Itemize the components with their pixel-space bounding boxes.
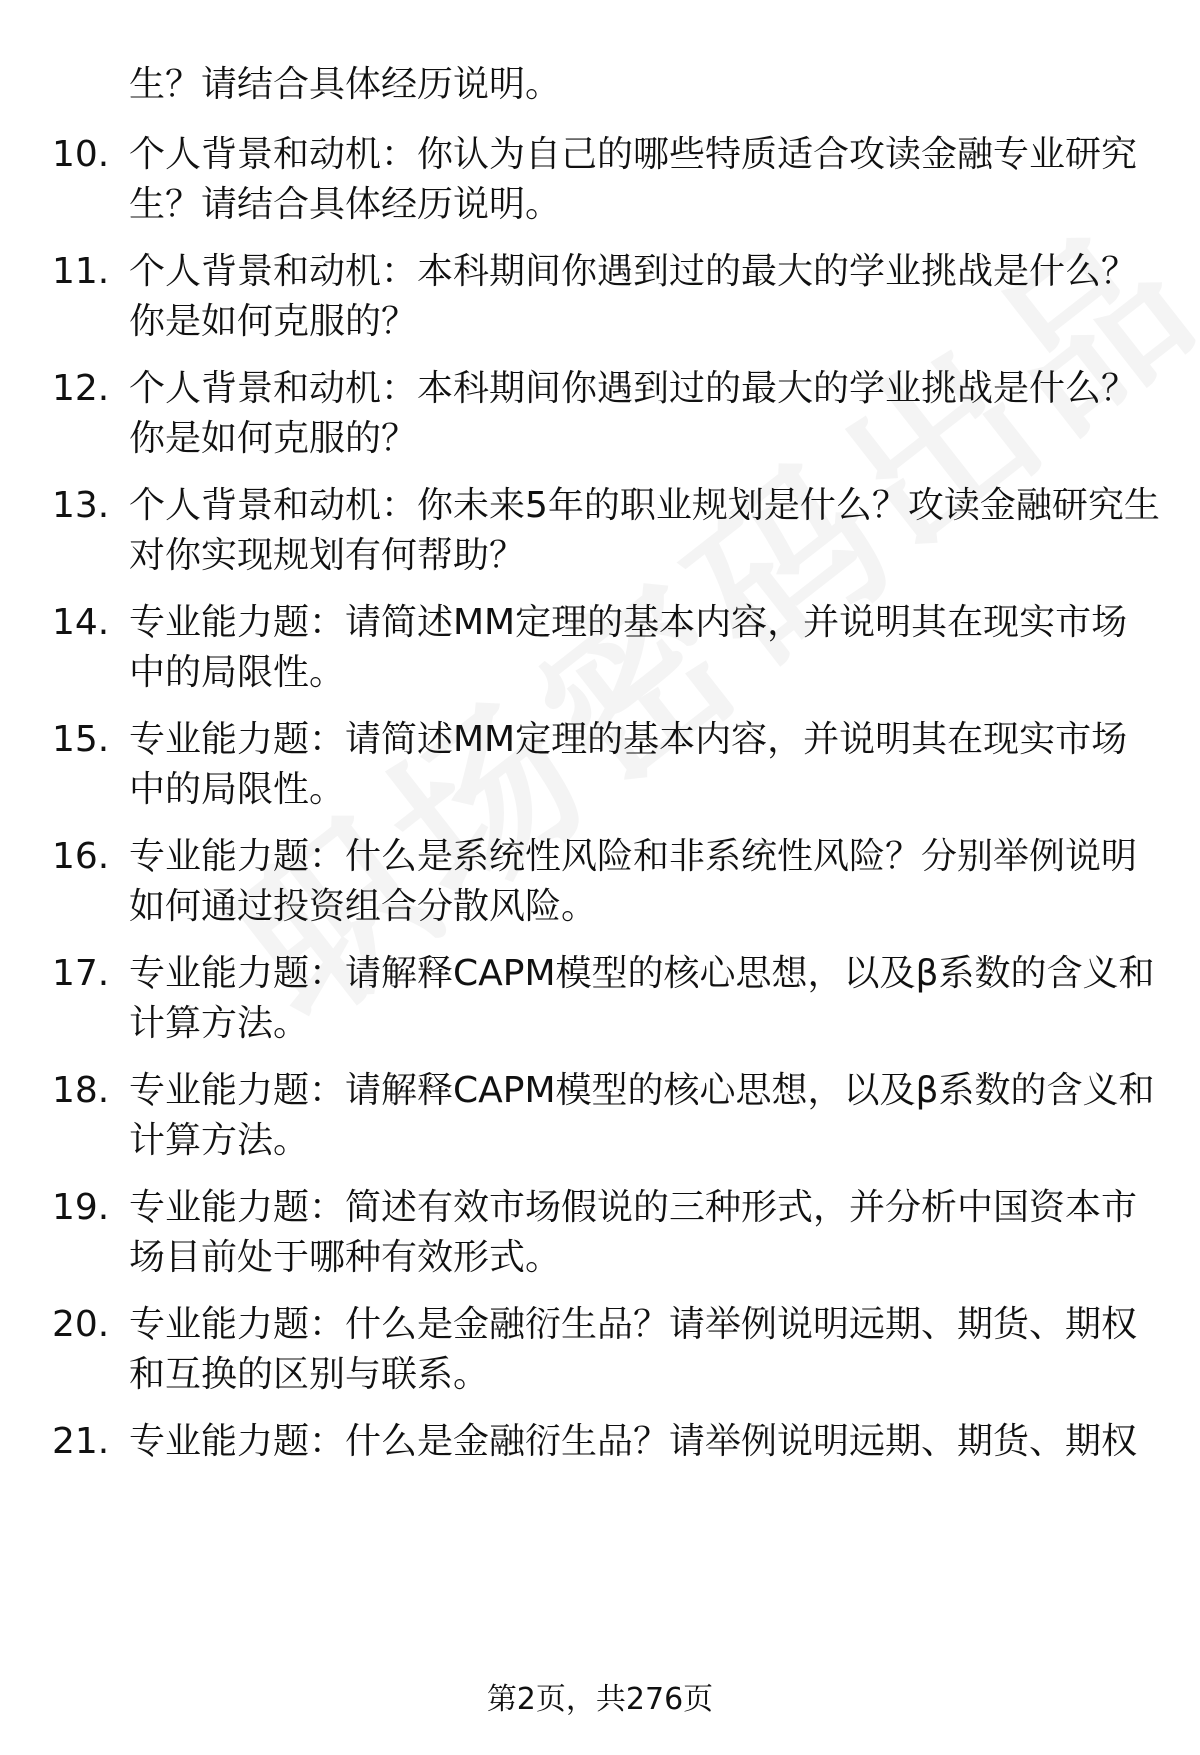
question-line: 专业能力题：简述有效市场假说的三种形式，并分析中国资本市	[129, 1187, 1138, 1228]
question-line: 专业能力题：什么是金融衍生品？请举例说明远期、期货、期权	[129, 1304, 1138, 1345]
question-text	[129, 1183, 1169, 1283]
question-line: 专业能力题：什么是系统性风险和非系统性风险？分别举例说明	[129, 836, 1138, 877]
question-line: 中的局限性。	[129, 652, 346, 693]
question-line: 你是如何克服的？	[129, 301, 418, 342]
continuation-line: 生？请结合具体经历说明。	[129, 64, 562, 105]
question-number: 10.	[52, 134, 110, 175]
question-number: 14.	[52, 602, 110, 643]
question-text	[129, 832, 1169, 932]
question-number: 19.	[52, 1187, 110, 1228]
question-line: 中的局限性。	[129, 769, 346, 810]
question-line: 你是如何克服的？	[129, 418, 418, 459]
question-text	[129, 364, 1169, 464]
question-line: 个人背景和动机：你未来5年的职业规划是什么？攻读金融研究生	[129, 485, 1160, 526]
question-number: 21.	[52, 1421, 110, 1462]
question-text	[129, 949, 1169, 1049]
question-text	[129, 1300, 1169, 1400]
question-line: 专业能力题：什么是金融衍生品？请举例说明远期、期货、期权	[129, 1421, 1138, 1462]
question-line: 个人背景和动机：你认为自己的哪些特质适合攻读金融专业研究	[129, 134, 1138, 175]
question-line: 专业能力题：请解释CAPM模型的核心思想，以及β系数的含义和	[129, 1070, 1155, 1111]
question-line: 专业能力题：请简述MM定理的基本内容，并说明其在现实市场	[129, 602, 1128, 643]
question-number: 12.	[52, 368, 110, 409]
question-line: 生？请结合具体经历说明。	[129, 184, 562, 225]
question-text	[129, 1417, 1169, 1467]
question-number: 18.	[52, 1070, 110, 1111]
question-number: 17.	[52, 953, 110, 994]
question-text	[129, 1066, 1169, 1166]
question-number: 16.	[52, 836, 110, 877]
question-line: 对你实现规划有何帮助？	[129, 535, 526, 576]
question-line: 专业能力题：请解释CAPM模型的核心思想，以及β系数的含义和	[129, 953, 1155, 994]
question-number: 20.	[52, 1304, 110, 1345]
question-text	[129, 130, 1169, 230]
question-line: 个人背景和动机：本科期间你遇到过的最大的学业挑战是什么？	[129, 368, 1138, 409]
question-line: 计算方法。	[129, 1003, 310, 1044]
question-line: 专业能力题：请简述MM定理的基本内容，并说明其在现实市场	[129, 719, 1128, 760]
question-line: 如何通过投资组合分散风险。	[129, 886, 598, 927]
question-text	[129, 598, 1169, 698]
question-number: 15.	[52, 719, 110, 760]
question-text	[129, 715, 1169, 815]
question-line: 和互换的区别与联系。	[129, 1354, 490, 1395]
question-line: 计算方法。	[129, 1120, 310, 1161]
question-number: 11.	[52, 251, 110, 292]
question-line: 个人背景和动机：本科期间你遇到过的最大的学业挑战是什么？	[129, 251, 1138, 292]
question-number: 13.	[52, 485, 110, 526]
question-text	[129, 481, 1169, 581]
page-footer: 第2页，共276页	[486, 1682, 714, 1717]
question-line: 场目前处于哪种有效形式。	[129, 1237, 562, 1278]
question-text	[129, 247, 1169, 347]
